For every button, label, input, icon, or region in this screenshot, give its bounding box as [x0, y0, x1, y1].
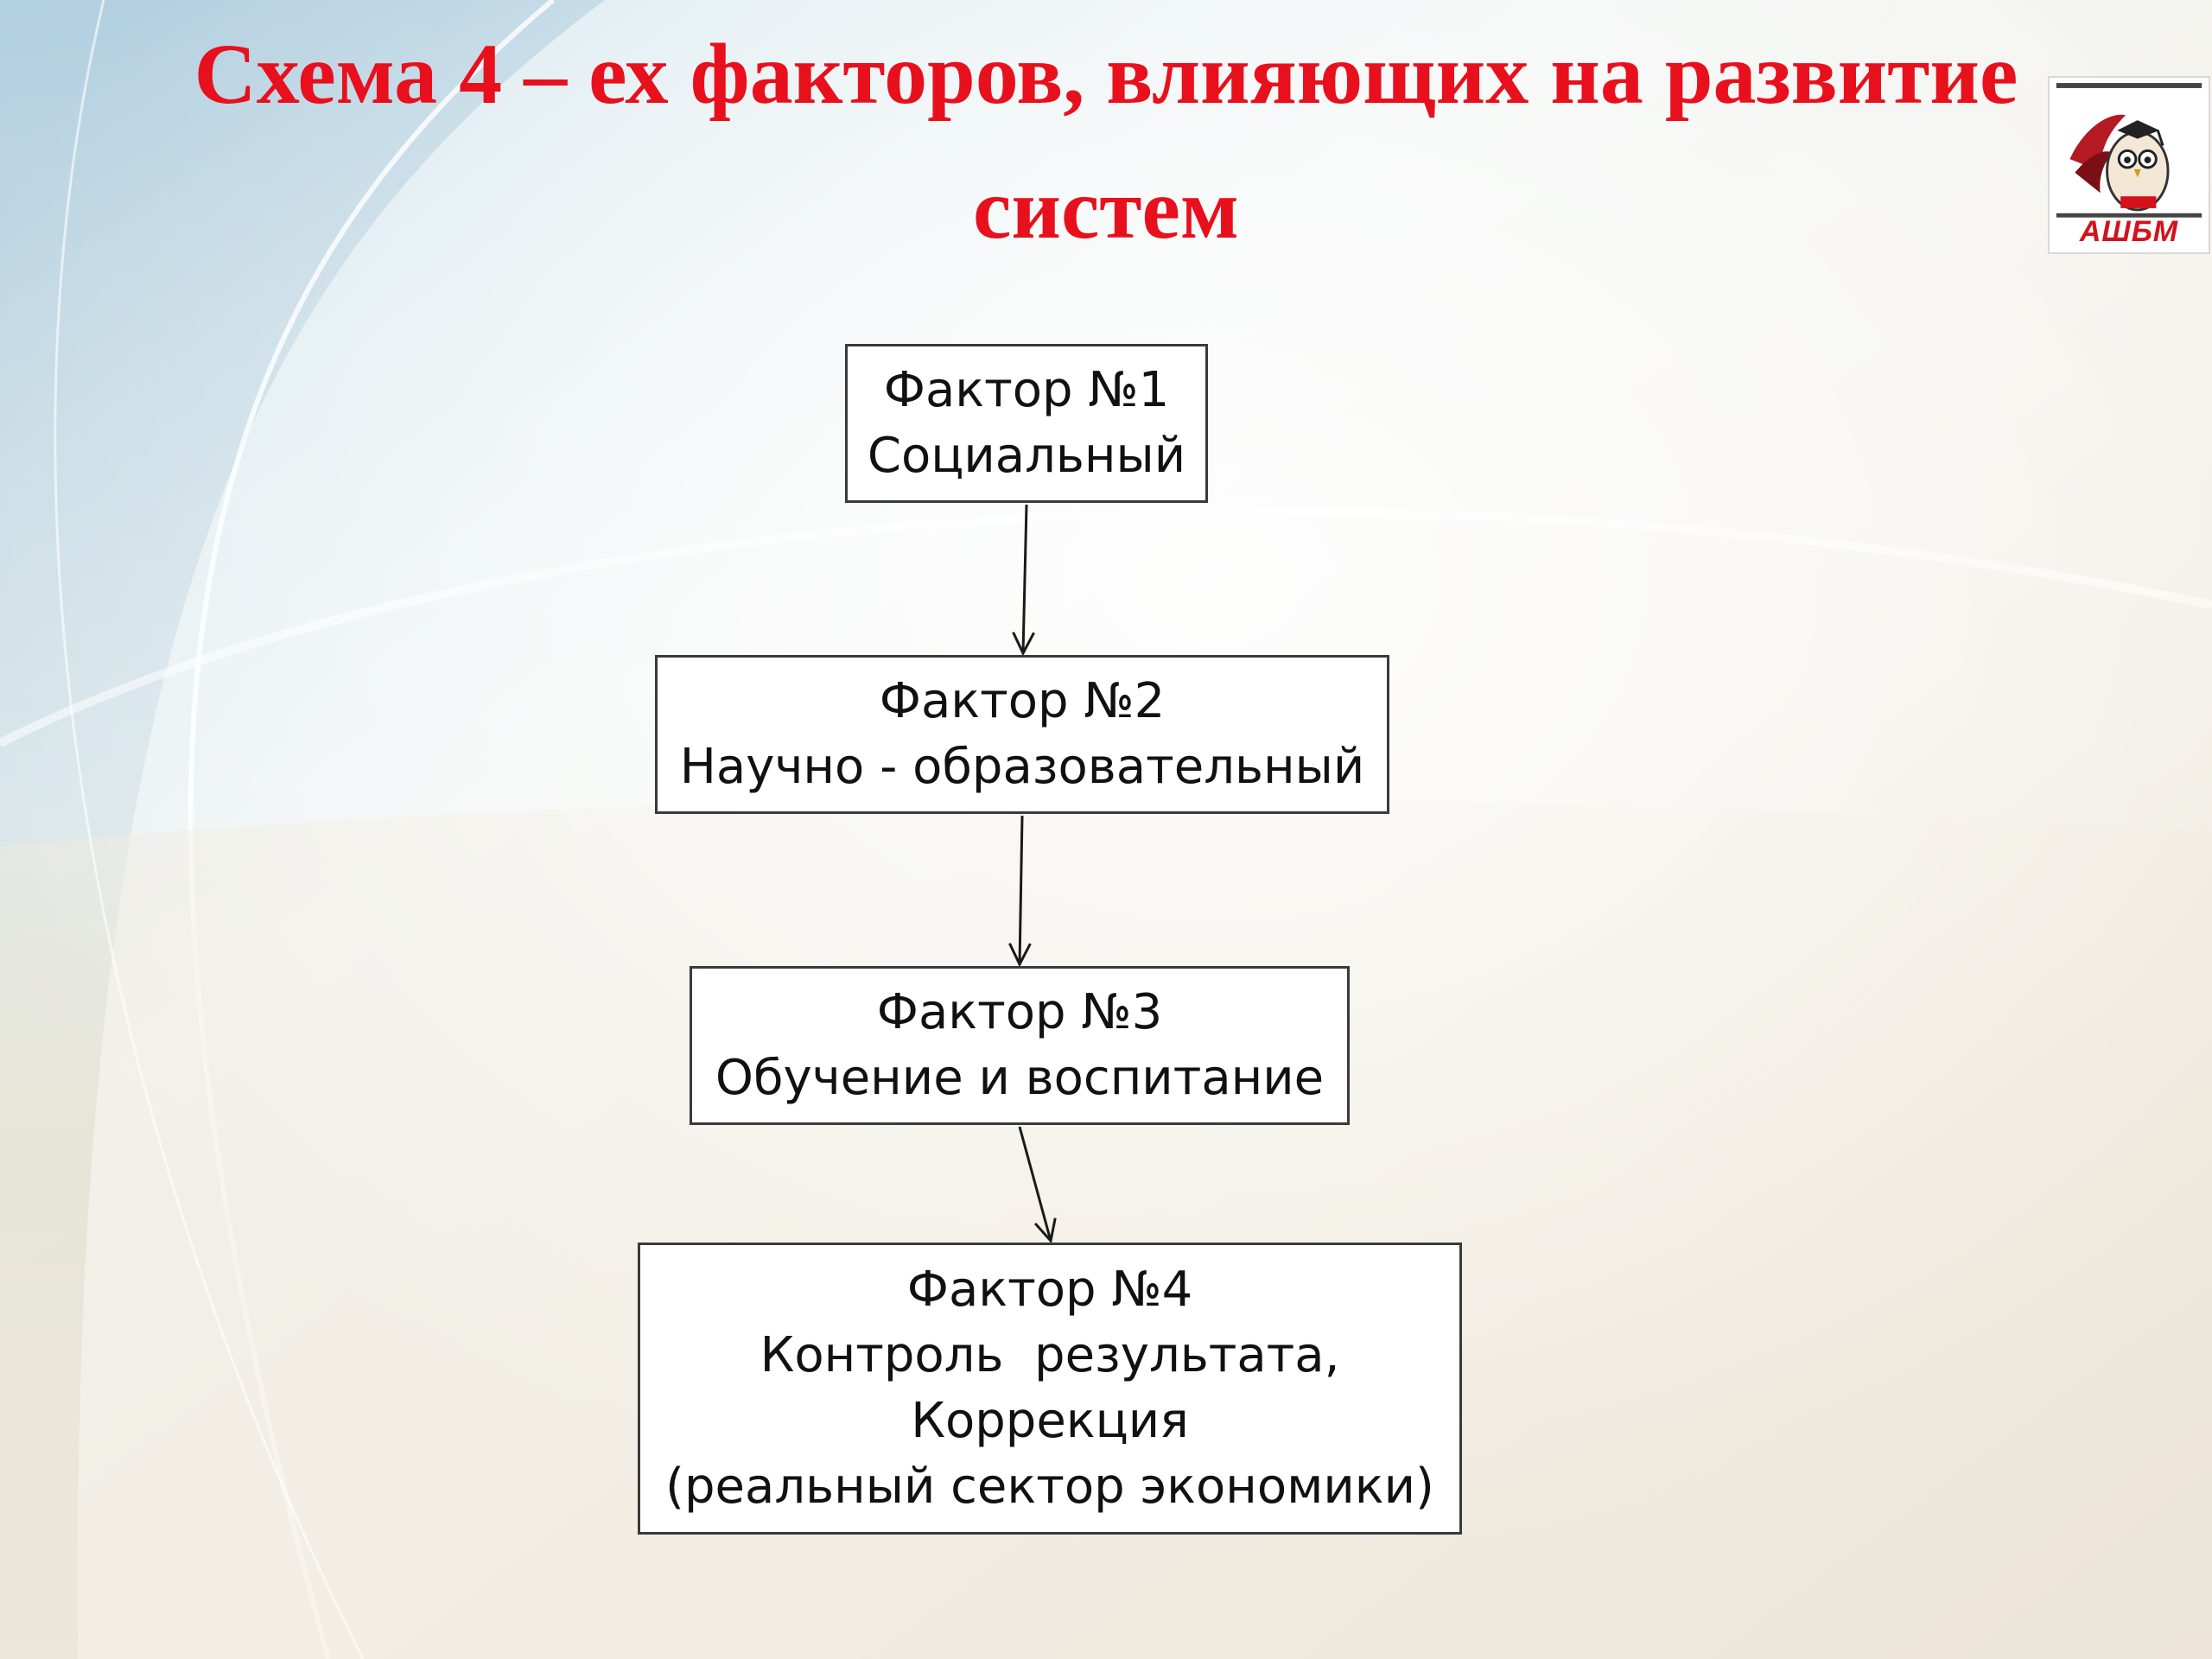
factor-1-line-1: Социальный: [867, 428, 1186, 484]
arrow-3-to-4: [1020, 1127, 1051, 1241]
factor-4-line-3: (реальный сектор экономики): [665, 1459, 1434, 1515]
arrow-1-to-2: [1023, 505, 1027, 653]
factor-box-3: [690, 966, 1350, 1125]
factor-4-heading: Фактор №4: [906, 1262, 1193, 1318]
factor-3-heading: Фактор №3: [876, 984, 1163, 1040]
factor-box-2: [655, 655, 1389, 814]
title-line-2: систем: [972, 161, 1239, 257]
factor-1-heading: Фактор №1: [883, 362, 1170, 418]
factor-2-heading: Фактор №2: [879, 673, 1166, 729]
factor-4-line-2: Коррекция: [911, 1393, 1189, 1449]
factor-box-1: [845, 344, 1208, 503]
factor-3-line-1: Обучение и воспитание: [715, 1050, 1325, 1106]
factor-4-line-1: Контроль результата,: [760, 1327, 1340, 1383]
factor-2-line-1: Научно - образовательный: [679, 739, 1365, 795]
logo-text: АШБМ: [2079, 215, 2179, 248]
title-line-1: Схема 4 – ех факторов, влияющих на развитие: [194, 26, 2018, 122]
arrow-2-to-3: [1020, 816, 1022, 964]
factor-box-4: [638, 1243, 1462, 1535]
